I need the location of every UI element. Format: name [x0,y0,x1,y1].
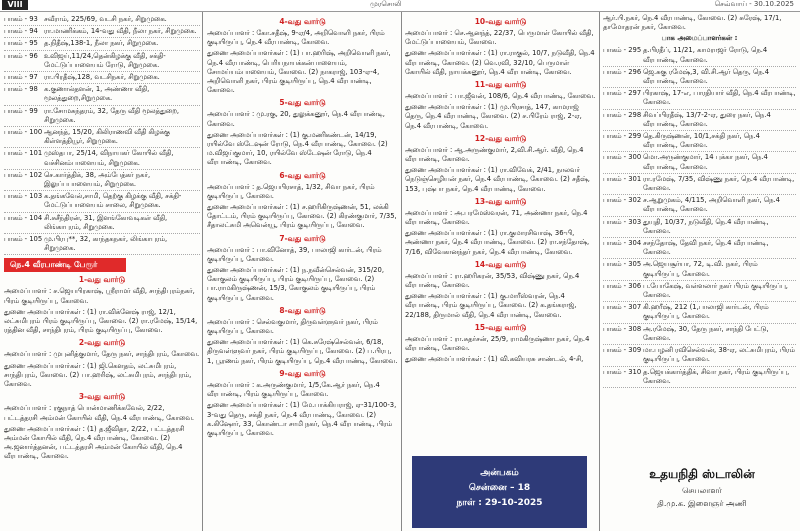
list-item [603,259,796,280]
office-city: சென்னை – 18 [468,483,531,493]
masthead-logo: முரசொலி [370,0,402,8]
booth-number: பாகம் - 101 [4,149,43,158]
list-item [603,131,796,152]
organizer-text: அமைப்பாளர் : முபுனித்குமார், தேரு நகர், சாந்திபுரம், கோவை. [4,350,200,359]
booth-number: பாகம் - 96 [4,51,38,60]
page-header [0,0,800,12]
list-item [603,88,796,109]
booth-number: பாகம் - 302 [603,196,642,205]
issuing-office-box [412,456,587,528]
column-divider [401,12,402,531]
list-item [603,281,796,302]
list-item [603,345,796,366]
list-item [4,26,200,38]
organizer-text: அமைப்பாளர் : அ.பரமேஸ்வரன், 71, அண்ணா நகர், நெ.4 வீரபாண்டி, கோவை. [405,208,588,227]
booth-number: பாகம் - 299 [603,132,642,141]
booth-number: பாகம் - 105 [4,235,43,244]
deputy-organizers-text: துணை அமைப்பாளர்கள் : (1) ரா.விவேக், 2/41, நாலவர் நெடுஞ்செழியன் நகர், நெ.4 வீரபாண்டி, கோவை. (2) சதீஷ், 153, புஷ்பா நகர், நெ.4 வீரபாண்டி, கோவை. [405,166,590,193]
booth-number: பாகம் - 295 [603,46,642,55]
booth-number: பாகம் - 99 [4,106,38,115]
organizer-text: அமைப்பாளர் : பா.வினோத், 39, பாலாஜி கார்டன், பிரம் குடியிருப்பு, கோவை. [207,245,382,263]
booth-number: பாகம் - 104 [4,213,43,222]
ward-heading: 7-வது வார்டு [279,233,326,243]
list-item [603,238,796,259]
booth-organizer: அ.ஜெயசூர்யா, 72, டி.வி. நகர், பிரம் குடியிருப்பு, கோவை. [643,260,758,278]
list-item [4,148,200,169]
list-item [603,367,796,388]
booth-organizer: துயுதி, 10/37, நடுவீதி, நெ.4 வீரபாண்டி, கோவை. [643,217,769,235]
booth-organizer: க.தங்கவேல்,சாமி, தெற்கு கிழக்கு வீதி, சக்தி-மேட்டுப்பாளையம் சாலை, சிறுமுகை. [44,192,182,210]
ward-heading: 1-வது வார்டு [78,275,126,285]
booth-organizer: மா.பழனி ரவிசெல்வன், 38-ஏ, லட்சுமிபுரம், பிரம் குடியிருப்பு, கோவை. [643,346,795,364]
issue-date-line: நாள் : 29-10-2025 [456,498,543,508]
booth-number: பாகம் - 305 [603,260,642,269]
booth-organizer: ரா.மாணிக்கம், 14-வது வீதி, நீலா நகர், சிறுமுகை. [44,27,197,36]
booth-organizer: ஆனந்த், 15/20, கிலிராணவி வீதி கிழக்கு கிள்ளத்தியூர், சிறுமுகை. [44,128,170,146]
column-divider [599,12,600,531]
booth-organizer: ப.யோகேஷ், வள்ளலார் நகர் பிரம் குடியிருப்பு, கோவை. [643,281,788,300]
deputy-organizers-text: துணை அமைப்பாளர்கள் : (1) வி.கவியரசு சாண்டல், 4-சி, [405,355,584,364]
ward-heading: 13-வது வார்டு [474,196,527,206]
ward-heading: 2-வது வார்டு [78,338,126,348]
deputy-organizers-text: துணை அமைப்பாளர்கள் : (1) கு.மாரீஸ்வரன், நெ.4 வீரபாண்டி, பிரம் குடியிருப்பு, கோவை. (2) க.தங்கராஜ், 22/188, திருமால் வீதி, நெ.4 வீரபாண்டி, கோவை. [405,292,577,319]
list-item [4,84,200,105]
booth-organizer: ச.ஆறுமுகம், 4/115, அறிவொளி நகர், நெ.4 வீரபாண்டி, கோவை. [643,196,780,214]
list-item [4,14,200,26]
booth-number: பாகம் - 100 [4,128,43,137]
organizer-text: அமைப்பாளர் : பா.ஜீவன், 108/6, நெ.4 வீரபாண்டி, கோவை. [405,92,596,101]
booth-organizer: த.பிரதீப், 11/21, காமராஜர் ரோடு, நெ.4 வீரபாண்டி, கோவை. [643,46,768,64]
list-item [603,152,796,173]
booth-number: பாகம் - 301 [603,174,642,183]
list-item [603,324,796,345]
booth-organizer: சிவப்பிரதீஷ், 13/7-2-ஏ, துரை நகர், நெ.4 வீரபாண்டி, கோவை. [643,110,771,128]
deputy-organizers-text: துணை அமைப்பாளர்கள் : (1) மே.பாக்கியராஜ், ஏ-31/100-3, 3-வது தெரு, சக்தி நகர், நெ.4 வீரபாண்டி, கோவை. (2) க.கிஷோர், 33, கொண்டா சாமி நகர், நெ.4 வீரபாண்டி, பிரம் குடியிருப்பு, கோவை. [207,401,397,437]
deputy-organizers-text: துணை அமைப்பாளர்கள் : (1) மு.பிரசாத், 147, காமராஜ் தெரு, நெ.4 வீரபாண்டி, கோவை. (2) ச.பிரேம் ராஜ், 2-ஏ, நெ.4 வீரபாண்டி, கோவை. [405,103,582,130]
booth-number: பாகம் - 296 [603,67,642,76]
signatory-department: தி.மு.க. இளைஞர் அணி [657,499,747,508]
list-item [4,72,200,84]
booth-organizer: த.ஜெயக்கார்த்திக், சிவா நகர், பிரம் குடியிருப்பு, கோவை. [643,367,790,385]
list-item [603,195,796,216]
ward-heading: 10-வது வார்டு [474,17,527,26]
organizer-text: அமைப்பாளர் : ரா.சுதர்சன், 25/9, ராமகிருஷ்ணா நகர், நெ.4 வீரபாண்டி, கோவை. [405,334,590,353]
booth-organizer: சி.சுசீந்திரன், 31, இளங்கோவடிகள் வீதி, லிங்காபுரம், சிறுமுகை. [44,213,168,231]
ward-heading: 11-வது வார்டு [474,80,527,90]
organizer-text: அமைப்பாளர் : ரா.ஹரிகரன், 35/53, விஷ்ணு நகர், நெ.4 வீரபாண்டி, கோவை. [405,271,580,290]
list-item [4,191,200,212]
list-item [603,110,796,131]
booth-organizer: ரா.பிரதீஷ்,128, வடசிநகர், சிறுமுகை. [44,73,160,82]
signatory-role: செயலாளர் [682,486,722,495]
booth-number: பாகம் - 98 [4,85,38,94]
ward-heading: 12-வது வார்டு [474,133,527,143]
booth-organizer: க.குணால்தளன், 1, அண்ணா வீதி, மூலத்துறை,சிறுமுகை. [44,85,150,103]
signature-block [612,456,792,528]
section-banner: நெ.4 வீரபாண்டி பேரூர் [4,258,126,272]
booth-organizer: ரா.ரமேஷ், 7/35, விஷ்ணு நகர், நெ.4 வீரபாண்டி, கோவை. [643,174,795,193]
booth-organizer: ஜெ.சுகு ரமேஷ்,3, வி.சி.ஆர் தெரு, நெ.4 வீரபாண்டி, கோவை. [643,67,770,86]
booth-number: பாகம் - 103 [4,192,43,201]
ward-heading: 3-வது வார்டு [78,392,126,402]
booth-number: பாகம் - 298 [603,110,642,119]
organizer-text: அமைப்பாளர் : செல்வகுமார், திருவள்ளுவர் நகர், பிரம் குடியிருப்பு, கோவை. [207,317,378,336]
booth-list [603,45,796,388]
ward-heading: 15-வது வார்டு [474,322,527,332]
deputy-organizers-text: துணை அமைப்பாளர்கள் : (1) ச.ஹரிகிருஷ்ணன், 51, லக்கி தோட்டம், பிரம் குடியிருப்பு, கோவை. (2) கிரண்குமார், 7/35, சீதாலட்சுமி அவென்யூ, பிரம் குடியிருப்பு, கோவை. [207,203,397,230]
booth-number: பாகம் - 310 [603,367,642,376]
list-item [4,127,200,148]
deputy-organizers-text: துணை அமைப்பாளர்கள் : (1) ரா.குமாரசிவாஷ், 36-பி, அண்ணா நகர், நெ.4 வீரபாண்டி, கோவை. (2) ரா.சந்தோஷ், 7/16, விவேகானந்தர் நகர், நெ.4 வீரபாண்டி, கோவை. [405,229,590,256]
deputy-organizers-text: துணை அமைப்பாளர்கள் : (1) ரா.விக்னேஷ் ராஜ், 12/1, லட்சுமிபுரம் பிரம் குடியிருப்பு, கோவை. (2) ரா.ரமேஷ், 15/14, ரத்தின வீதி, சாந்திபுரம், பிரம் குடியிருப்பு, கோவை. [4,307,198,335]
booth-organizer: த.நிதீஷ்,138-1, நீலா நகர், சிறுமுகை. [44,39,159,48]
list-item [603,217,796,238]
list-item [603,45,796,66]
ward-heading: 9-வது வார்டு [279,368,326,378]
list-item [4,106,200,127]
deputy-organizers-text: துணை அமைப்பாளர்கள் : (1) கெ.சுரேஷ்செல்வன், 6/18, திருவள்ளுவர் நகர், பிரம் குடியிருப்பு, கோவை. (2) ப.பிரபு, 1, பூரணம் நகர், பிரம் குடியிருப்பு, நெ.4 வீரபாண்டி, கோவை. [207,338,398,365]
booth-list [4,14,200,255]
booth-number: பாகம் - 93 [4,15,38,23]
booth-organizer: பிரகாஷ், 17-எ, பாரதியார் வீதி, நெ.4 வீரபாண்டி, கோவை. [643,89,796,107]
ward-heading: 14-வது வார்டு [474,259,527,269]
list-item [603,67,796,88]
continued-text: ஆர்.பி.நகர், நெ.4 வீரபாண்டி, கோவை. (2) சுரேஷ், 17/1, தாமோதரன் நகர், கோவை. [603,14,782,32]
column-divider [202,12,203,531]
list-item [4,234,200,255]
deputy-organizers-text: துணை அமைப்பாளர்கள் : (1) ஜி.கௌதம், லட்சுமிபுரம், சாந்திபுரம், கோவை. (2) பா.ஹரிஷ், லட்சுமிபுரம், சாந்திபுரம், கோவை. [4,361,192,389]
deputy-organizers-text: துணை அமைப்பாளர்கள் : (1) த.ஜீவிதா, 2/22, பட்டத்தரசி அம்மன் கோயில் வீதி, நெ.4 வீரபாண்டி, கோவை. (2) அ.ஜனார்த்தனன், பட்டத்தரசி அம்மன் கோயில் வீதி, நெ.4 வீரபாண்டி, கோவை. [4,424,185,461]
issue-date: செவ்வாய் - 30.10.2025 [714,0,794,8]
booth-number: பாகம் - 304 [603,239,642,248]
booth-number: பாகம் - 297 [603,89,642,98]
booth-number: பாகம் - 303 [603,217,642,226]
ward-heading: 5-வது வார்டு [279,98,326,108]
booth-organizer: அ.ரமேஷ், 30, தேரு நகர், சாந்தி பேட்டு, கோவை. [643,324,769,342]
booth-organizer: சசந்தோஷ், தேவி நகர், நெ.4 வீரபாண்டி, கோவை. [643,239,769,257]
organizer-text: அமைப்பாளர் : மு.ரகு, 20, துலுக்கனூர், நெ.4 வீரபாண்டி, கோவை. [207,110,385,128]
column-3 [405,14,596,366]
booth-number: பாகம் - 308 [603,324,642,333]
booth-organizer: மொ.அருண்குமார், 14 புக்கா நகர், நெ.4 வீரபாண்டி, கோவை. [643,153,768,171]
column-1 [4,14,200,464]
booth-number: பாகம் - 306 [603,281,642,290]
booth-organizer: தெ.கிருஷ்ணன், 10/1,சக்தி நகர், நெ.4 வீரபாண்டி, கோவை. [643,132,760,150]
organizer-text: அமைப்பாளர் : ஆ.அருண்குமார், 2,வி.சி.ஆர். வீதி, நெ.4 வீரபாண்டி, கோவை. [405,145,584,164]
booth-organizer: ரா.சோமசுந்தரம், 32, தேரு வீதி மூலத்துறை, சிறுமுகை. [44,106,179,124]
organizer-text: அமைப்பாளர் : செ.ஆனந்த், 22/37, பெருமாள் கோயில் வீதி, மேட்டுப்பாளையம், கோவை. [405,29,594,47]
booth-number: பாகம் - 300 [603,153,642,162]
signatory-name: உதயநிதி ஸ்டாலின் [649,467,755,481]
booth-number: பாகம் - 97 [4,73,38,82]
booth-organizer: செ.கார்த்திக், 38, அம்பேத்கர் நகர், இலுப்பபாளையம், சிறுமுகை. [44,170,151,189]
list-item [4,170,200,191]
column-4 [603,14,796,388]
organizer-text: அமைப்பாளர் : ச.ஜெயபிரகாஷ், ஸ்ரீராமர் வீதி, சாந்திபுரம்நகர், பிரம் குடியிருப்பு, கோவை. [4,287,195,305]
list-item [603,174,796,195]
organizer-text: அமைப்பாளர் : த.ஜெயபிரசாத், 1/32, சிவா நகர், பிரம் குடியிருப்பு, கோவை. [207,182,375,200]
list-item [603,302,796,323]
page-number: VIII [2,0,28,10]
organizer-text: அமைப்பாளர் : கோ.சதீஷ், 9-ஏ/4, அறிவொளி நகர், பிரம் குடியிருப்பு, நெ.4 வீரபாண்டி, கோவை. [207,29,385,47]
deputy-organizers-text: துணை அமைப்பாளர்கள் : (1) கு.மணிகண்டன், 14/19, ரயில்வே ஸ்டேஷன் ரோடு, நெ.4 வீரபாண்டி, கோவை. (2) ம.விஜய்குமார், 10, ரயில்வே ஸ்டேஷன் ரோடு, நெ.4 வீரபாண்டி, கோவை. [207,130,388,167]
deputy-organizers-text: துணை அமைப்பாளர்கள் : (1) ந.நவீன்செல்வன், 315/20, கோகுலம் குடியிருப்பு, பிரம் குடியிருப்பு, கோவை. (2) பா.ராமகிருஷ்ணன், 15/3, கோகுலம் குடியிருப்பு, பிரம் குடியிருப்பு, கோவை. [207,266,384,302]
ward-heading: 4-வது வார்டு [279,17,326,26]
booth-number: பாகம் - 94 [4,27,38,36]
list-item [4,38,200,50]
column-2 [207,14,398,440]
list-item [4,51,200,72]
booth-organizer: முஸ்தபா, 25/14, விநாயகர் கோயில் வீதி, வச்சினம்பாளையம், சிறுமுகை. [44,149,174,167]
booth-organizer: சவீராம், 225/69, வடசி நகர், சிறுமுகை. [44,15,167,23]
booth-number: பாகம் - 309 [603,346,642,355]
booth-organizer: கி.ஹரீஷ், 212 (1,பாலாஜி கார்டன், பிரம் குடியிருப்பு, கோவை. [643,303,769,321]
booth-number: பாகம் - 102 [4,170,43,179]
organizer-text: அமைப்பாளர் : ரகுநாத் பொன்மாணிக்கவேல், 2/22, பட்டத்தரசி அம்மன் கோயில் வீதி, நெ.4 வீரபாண்டி, கோவை. [4,404,194,422]
deputy-organizers-text: துணை அமைப்பாளர்கள் : (1) ரா.ராகுல், 10/7, நடுவீதி, நெ.4 வீரபாண்டி, கோவை. (2) வெ.ரவி, 32/10, பெருமாள் கோயில் வீதி, நாயக்கனூர், நெ.4 வீரபாண்டி, கோவை. [405,49,595,76]
list-item [4,213,200,234]
ward-heading: 8-வது வார்டு [279,305,326,315]
subheading: பாக அமைப்பாளர்கள் : [661,34,738,43]
booth-organizer: உவிஜய்,11/24,தென்கிழக்கு வீதி, சக்தி-மேட்டுப்பாளையம் ரோடு, சிறுமுகை. [44,51,166,69]
booth-number: பாகம் - 307 [603,303,642,312]
office-name: அன்பகம் [480,468,519,478]
ward-heading: 6-வது வார்டு [279,170,326,180]
organizer-text: அமைப்பாளர் : க.அருண்குமார், 1/5,கே.ஆர் நகர், நெ.4 வீரபாண்டி, பிரம் குடியிருப்பு, கோவை. [207,380,380,399]
booth-organizer: மு.பிரபு**, 32, காந்தகநகர், லிங்காபுரம், சிறுமுகை. [44,235,168,253]
deputy-organizers-text: துணை அமைப்பாளர்கள் : (1) பா.ஹரிஷ், அறிவொளி நகர், நெ.4 வீரபாண்டி, பெரியநாயக்கன்பாளையம், சோமய்யம்பாளையம், கோவை. (2) நாகராஜ், 103-ஏ-4, அறிவொளி நகர், பிரம் குடியிருப்பு, நெ.4 வீரபாண்டி, கோவை. [207,49,391,95]
booth-number: பாகம் - 95 [4,39,38,48]
